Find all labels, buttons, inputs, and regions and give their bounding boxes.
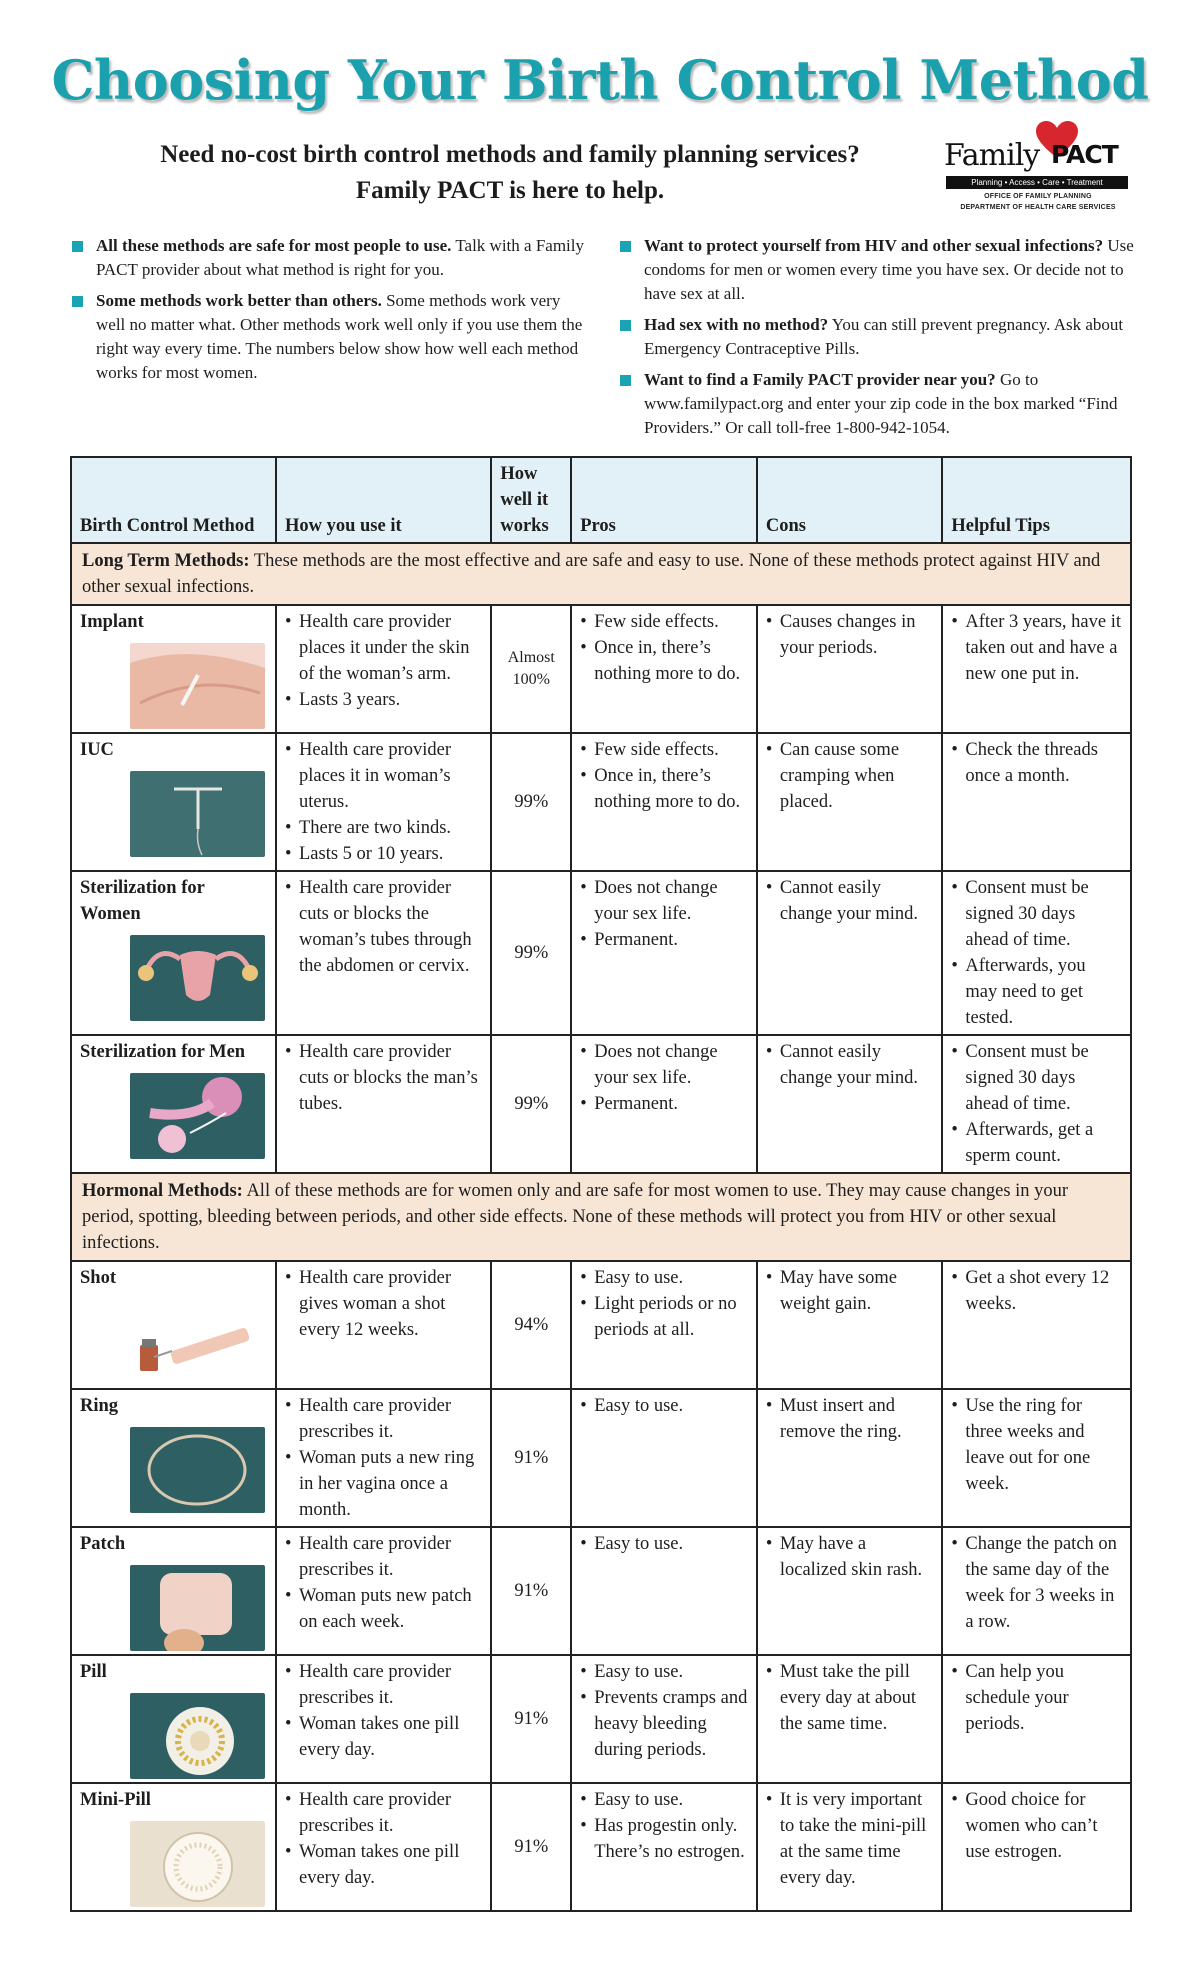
ring-image (130, 1427, 265, 1513)
list-item: • Health care provider cuts or blocks the man’s tubes. (285, 1039, 482, 1117)
table-row (71, 1389, 1131, 1527)
cons-cell (757, 1527, 943, 1655)
cons-cell (757, 1655, 943, 1783)
pros-cell (571, 605, 757, 733)
effectiveness-cell: 91% (491, 1783, 571, 1911)
pros-cell (571, 733, 757, 871)
section-label: Hormonal Methods: (82, 1181, 243, 1201)
tips-cell (942, 1655, 1131, 1783)
intro-bullets-right (620, 234, 1135, 447)
tips-cell-list (951, 737, 1122, 789)
tips-cell-list (951, 875, 1122, 1031)
section-hormonal-cell (71, 1173, 1131, 1261)
header-effectiveness: How well it works (491, 457, 571, 543)
list-item: • Consent must be signed 30 days ahead of time. (951, 1039, 1122, 1117)
cons-cell-list (766, 1659, 934, 1737)
bullet-text: Talk with a Family PACT provider about what method is right for you. (96, 236, 584, 279)
table-row (71, 605, 1131, 733)
pros-cell (571, 1261, 757, 1389)
list-item: • Health care provider prescribes it. (285, 1393, 482, 1445)
cons-cell-list (766, 875, 934, 927)
how-cell-list (285, 1659, 482, 1763)
section-text: All of these methods are for women only and are safe for most women to use. They may cause changes in your period, spotting, bleeding between periods, and other side effects. None of these methods will protect you from HIV or other sexual infections. (82, 1181, 1069, 1253)
list-item: • Change the patch on the same day of the week for 3 weeks in a row. (951, 1531, 1122, 1635)
iuc-image (130, 771, 265, 857)
tips-cell (942, 1035, 1131, 1173)
header-tips: Helpful Tips (942, 457, 1131, 543)
how-cell (276, 1035, 491, 1173)
list-item: • There are two kinds. (285, 815, 482, 841)
intro-bullet (72, 234, 592, 282)
pros-cell-list (580, 1039, 748, 1117)
list-item: • Woman puts new patch on each week. (285, 1583, 482, 1635)
shot-image (130, 1299, 265, 1385)
method-name: Ring (80, 1396, 119, 1416)
cons-cell (757, 605, 943, 733)
list-item: • May have a localized skin rash. (766, 1531, 934, 1583)
method-cell (71, 1655, 276, 1783)
method-name: Shot (80, 1268, 116, 1288)
list-item: • It is very important to take the mini-pill at the same time every day. (766, 1787, 934, 1891)
bullet-text: You can still prevent pregnancy. Ask about Emergency Contraceptive Pills. (644, 315, 1124, 358)
pros-cell (571, 1655, 757, 1783)
how-cell (276, 733, 491, 871)
tips-cell (942, 1261, 1131, 1389)
list-item: • Woman puts a new ring in her vagina once a month. (285, 1445, 482, 1523)
list-item: • Lasts 5 or 10 years. (285, 841, 482, 867)
list-item: • Get a shot every 12 weeks. (951, 1265, 1122, 1317)
list-item: • Easy to use. (580, 1265, 748, 1291)
tips-cell (942, 871, 1131, 1035)
table-row (71, 1035, 1131, 1173)
list-item: • Few side effects. (580, 609, 748, 635)
pros-cell (571, 1389, 757, 1527)
tips-cell (942, 1389, 1131, 1527)
tips-cell-list (951, 1531, 1122, 1635)
bullet-heading: All these methods are safe for most people to use. (96, 236, 452, 255)
method-name: IUC (80, 740, 114, 760)
method-cell (71, 1389, 276, 1527)
list-item: • Cannot easily change your mind. (766, 875, 934, 927)
how-cell (276, 1389, 491, 1527)
methods-table (70, 456, 1132, 1912)
list-item: • Health care provider cuts or blocks the woman’s tubes through the abdomen or cervix. (285, 875, 482, 979)
cons-cell (757, 1261, 943, 1389)
mini-pill-pack-image (130, 1821, 265, 1907)
cons-cell-list (766, 1531, 934, 1583)
logo-family-text: Family (944, 138, 1040, 173)
tips-cell (942, 1527, 1131, 1655)
effectiveness-cell: 99% (491, 733, 571, 871)
list-item: • Can cause some cramping when placed. (766, 737, 934, 815)
table-row (71, 1527, 1131, 1655)
list-item: • Afterwards, you may need to get tested. (951, 953, 1122, 1031)
bullet-square-icon (72, 241, 83, 252)
tips-cell (942, 733, 1131, 871)
tips-cell-list (951, 609, 1122, 687)
method-cell (71, 1783, 276, 1911)
how-cell-list (285, 609, 482, 713)
effectiveness-cell: 91% (491, 1655, 571, 1783)
bullet-text: Use condoms for men or women every time you have sex. Or decide not to have sex at all. (644, 236, 1134, 303)
list-item: • Health care provider gives woman a shot every 12 weeks. (285, 1265, 482, 1343)
list-item: • Use the ring for three weeks and leave out for one week. (951, 1393, 1122, 1497)
cons-cell (757, 733, 943, 871)
method-cell (71, 871, 276, 1035)
method-cell (71, 1527, 276, 1655)
bullet-square-icon (72, 296, 83, 307)
pros-cell (571, 1783, 757, 1911)
header-cons: Cons (757, 457, 943, 543)
list-item: • Afterwards, get a sperm count. (951, 1117, 1122, 1169)
method-cell (71, 605, 276, 733)
intro-bullets-left (72, 234, 592, 392)
bullet-heading: Want to protect yourself from HIV and other sexual infections? (644, 236, 1104, 255)
female-anatomy-image (130, 935, 265, 1021)
effectiveness-cell: 91% (491, 1389, 571, 1527)
bullet-text: Go to www.familypact.org and enter your zip code in the box marked “Find Providers.” Or call toll-free 1-800-942-1054. (644, 370, 1118, 437)
list-item: • Health care provider prescribes it. (285, 1787, 482, 1839)
method-name: Implant (80, 612, 144, 632)
list-item: • Light periods or no periods at all. (580, 1291, 748, 1343)
list-item: • Health care provider places it in woman’s uterus. (285, 737, 482, 815)
cons-cell (757, 1389, 943, 1527)
list-item: • Must insert and remove the ring. (766, 1393, 934, 1445)
list-item: • Health care provider prescribes it. (285, 1531, 482, 1583)
page-title: Choosing Your Birth Control Method (51, 48, 1149, 112)
list-item: • Easy to use. (580, 1531, 748, 1557)
section-hormonal (71, 1173, 1131, 1261)
cons-cell-list (766, 1039, 934, 1091)
how-cell (276, 1783, 491, 1911)
intro-bullet (620, 234, 1135, 306)
how-cell-list (285, 1265, 482, 1343)
tips-cell-list (951, 1393, 1122, 1497)
list-item: • Check the threads once a month. (951, 737, 1122, 789)
section-long-term-cell (71, 543, 1131, 605)
family-pact-logo (938, 128, 1138, 220)
list-item: • Can help you schedule your periods. (951, 1659, 1122, 1737)
list-item: • Causes changes in your periods. (766, 609, 934, 661)
pros-cell-list (580, 875, 748, 953)
cons-cell-list (766, 609, 934, 661)
how-cell-list (285, 1531, 482, 1635)
table-row (71, 1261, 1131, 1389)
pros-cell-list (580, 1531, 748, 1557)
cons-cell-list (766, 1393, 934, 1445)
how-cell (276, 1655, 491, 1783)
list-item: • Once in, there’s nothing more to do. (580, 763, 748, 815)
bullet-text: Some methods work very well no matter what. Other methods work well only if you use them the right way every time. The numbers below show how well each method works for most women. (96, 291, 583, 382)
effectiveness-cell: 94% (491, 1261, 571, 1389)
pros-cell-list (580, 1265, 748, 1343)
method-cell (71, 1261, 276, 1389)
list-item: • Permanent. (580, 1091, 748, 1117)
tips-cell (942, 1783, 1131, 1911)
how-cell-list (285, 1393, 482, 1523)
list-item: • Permanent. (580, 927, 748, 953)
bullet-square-icon (620, 320, 631, 331)
effectiveness-cell: 99% (491, 1035, 571, 1173)
header-method: Birth Control Method (71, 457, 276, 543)
list-item: • Consent must be signed 30 days ahead of time. (951, 875, 1122, 953)
pros-cell (571, 1527, 757, 1655)
effectiveness-cell: Almost 100% (491, 605, 571, 733)
list-item: • Lasts 3 years. (285, 687, 482, 713)
cons-cell (757, 871, 943, 1035)
pros-cell-list (580, 1659, 748, 1763)
tips-cell-list (951, 1039, 1122, 1169)
section-long-term (71, 543, 1131, 605)
list-item: • Easy to use. (580, 1787, 748, 1813)
bullet-square-icon (620, 241, 631, 252)
list-item: • Few side effects. (580, 737, 748, 763)
method-name: Pill (80, 1662, 107, 1682)
patch-image (130, 1565, 265, 1651)
how-cell (276, 871, 491, 1035)
method-cell (71, 733, 276, 871)
effectiveness-cell: 91% (491, 1527, 571, 1655)
method-cell (71, 1035, 276, 1173)
pill-pack-image (130, 1693, 265, 1779)
subtitle-line-2: Family PACT is here to help. (355, 177, 665, 204)
pros-cell-list (580, 609, 748, 687)
bullet-heading: Had sex with no method? (644, 315, 829, 334)
list-item: • Health care provider prescribes it. (285, 1659, 482, 1711)
list-item: • Has progestin only. There’s no estrogen. (580, 1813, 748, 1865)
logo-tagline: Planning • Access • Care • Treatment (946, 176, 1128, 189)
list-item: • Once in, there’s nothing more to do. (580, 635, 748, 687)
bullet-heading: Some methods work better than others. (96, 291, 382, 310)
bullet-heading: Want to find a Family PACT provider near you? (644, 370, 996, 389)
header-how: How you use it (276, 457, 491, 543)
section-text: These methods are the most effective and are safe and easy to use. None of these methods protect against HIV and other sexual infections. (82, 551, 1101, 597)
list-item: • Must take the pill every day at about the same time. (766, 1659, 934, 1737)
tips-cell (942, 605, 1131, 733)
tips-cell-list (951, 1659, 1122, 1737)
table-row (71, 1783, 1131, 1911)
intro-bullet (620, 368, 1135, 440)
effectiveness-cell: 99% (491, 871, 571, 1035)
how-cell (276, 1261, 491, 1389)
male-anatomy-image (130, 1073, 265, 1159)
cons-cell-list (766, 1787, 934, 1891)
method-name: Sterilization for Men (80, 1042, 246, 1062)
logo-pact-text: PACT (1051, 140, 1118, 169)
list-item: • Cannot easily change your mind. (766, 1039, 934, 1091)
pros-cell-list (580, 1787, 748, 1865)
cons-cell (757, 1783, 943, 1911)
list-item: • Health care provider places it under the skin of the woman’s arm. (285, 609, 482, 687)
implant-image (130, 643, 265, 729)
subtitle (80, 137, 940, 209)
logo-office-line-2: DEPARTMENT OF HEALTH CARE SERVICES (960, 204, 1116, 211)
how-cell (276, 605, 491, 733)
table-row (71, 871, 1131, 1035)
logo-office-line-1: OFFICE OF FAMILY PLANNING (984, 193, 1092, 200)
intro-bullet (72, 289, 592, 385)
header-pros: Pros (571, 457, 757, 543)
list-item: • Does not change your sex life. (580, 1039, 748, 1091)
pros-cell (571, 1035, 757, 1173)
list-item: • Easy to use. (580, 1393, 748, 1419)
cons-cell (757, 1035, 943, 1173)
list-item: • Easy to use. (580, 1659, 748, 1685)
how-cell-list (285, 737, 482, 867)
cons-cell-list (766, 1265, 934, 1317)
list-item: • May have some weight gain. (766, 1265, 934, 1317)
table-row (71, 733, 1131, 871)
list-item: • Woman takes one pill every day. (285, 1711, 482, 1763)
list-item: • After 3 years, have it taken out and have a new one put in. (951, 609, 1122, 687)
table-header-row (71, 457, 1131, 543)
list-item: • Prevents cramps and heavy bleeding during periods. (580, 1685, 748, 1763)
list-item: • Good choice for women who can’t use estrogen. (951, 1787, 1122, 1865)
pros-cell-list (580, 1393, 748, 1419)
method-name: Sterilization for Women (80, 878, 205, 924)
list-item: • Woman takes one pill every day. (285, 1839, 482, 1891)
pros-cell-list (580, 737, 748, 815)
tips-cell-list (951, 1787, 1122, 1865)
how-cell-list (285, 1787, 482, 1891)
tips-cell-list (951, 1265, 1122, 1317)
method-name: Patch (80, 1534, 126, 1554)
cons-cell-list (766, 737, 934, 815)
bullet-square-icon (620, 375, 631, 386)
list-item: • Does not change your sex life. (580, 875, 748, 927)
section-label: Long Term Methods: (82, 551, 250, 571)
method-name: Mini-Pill (80, 1790, 151, 1810)
intro-bullet (620, 313, 1135, 361)
subtitle-line-1: Need no-cost birth control methods and family planning services? (160, 141, 860, 168)
how-cell (276, 1527, 491, 1655)
table-row (71, 1655, 1131, 1783)
how-cell-list (285, 1039, 482, 1117)
pros-cell (571, 871, 757, 1035)
how-cell-list (285, 875, 482, 979)
